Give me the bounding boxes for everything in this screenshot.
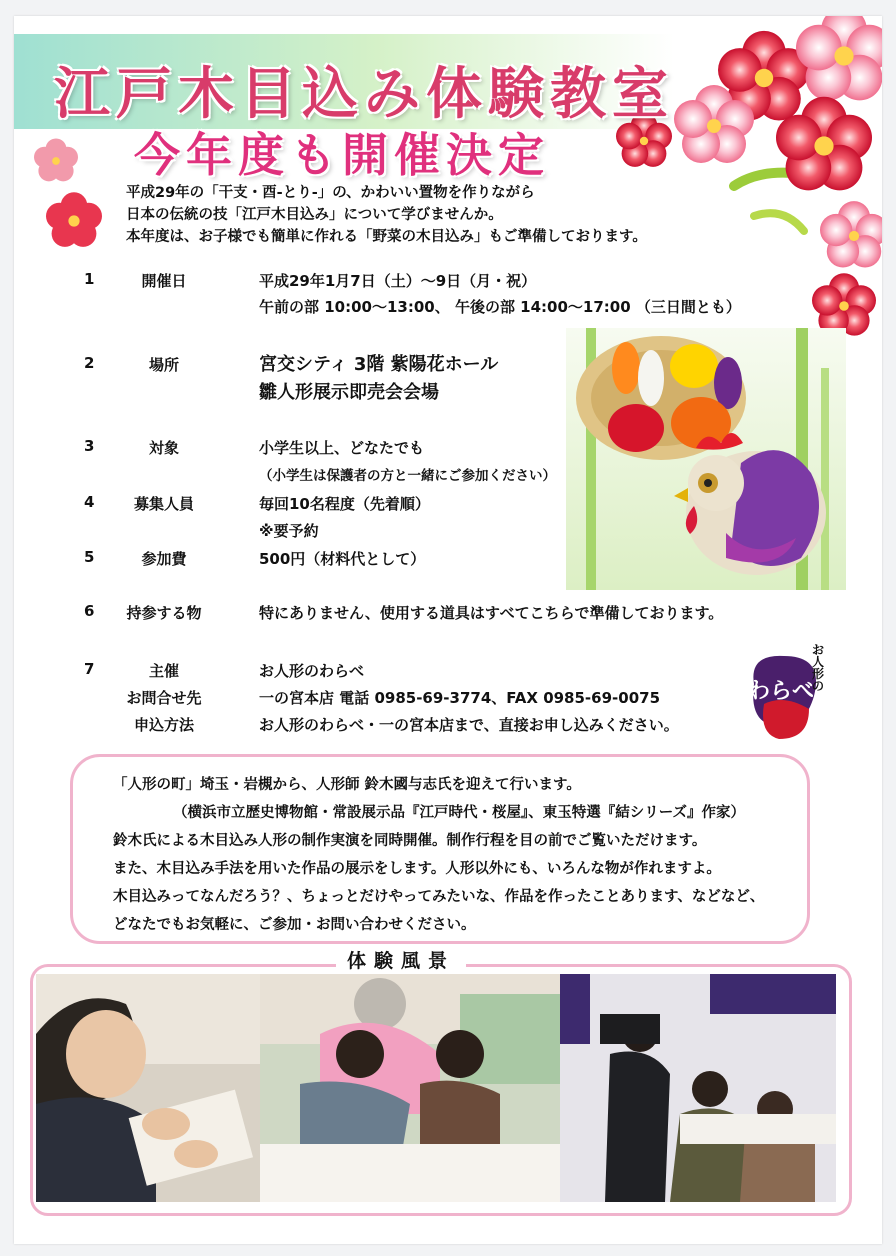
detail-value: 小学生以上、どなたでも [259,439,425,457]
kimekomi-product-photo [566,328,846,590]
detail-value: ※要予約 [259,522,319,540]
scene-photo-3 [560,974,836,1202]
detail-value: 一の宮本店 電話 0985-69-3774、FAX 0985-69-0075 [259,689,661,707]
detail-label: 申込方法 [133,716,194,734]
scene-photo-2 [260,974,560,1202]
plum-blossom-left-icon [26,136,106,256]
notice-line: 鈴木氏による木目込み人形の制作実演を同時開催。制作行程を目の前でご覧いただけます。 [113,833,707,849]
subtitle: 今年度も開催決定 [134,128,550,182]
detail-value: （小学生は保護者の方と一緒にご参加ください） [259,468,556,484]
detail-value: 雛人形展示即売会会場 [259,382,439,403]
detail-label: 持参する物 [126,604,202,622]
detail-number: 5 [84,548,95,566]
detail-label: 参加費 [141,550,187,568]
detail-number: 4 [84,493,95,511]
detail-value: 午前の部 10:00～13:00、 午後の部 14:00～17:00 （三日間とも） [259,298,741,316]
intro-line: 日本の伝統の技「江戸木目込み」について学びませんか。 [126,207,503,223]
intro-text [126,182,647,248]
detail-label: お問合せ先 [126,689,202,707]
detail-number: 2 [84,354,95,372]
notice-line: どなたでもお気軽に、ご参加・お問い合わせください。 [113,917,476,933]
notice-line: 「人形の町」埼玉・岩槻から、人形師 鈴木國与志氏を迎えて行います。 [113,777,581,793]
detail-value: 500円（材料代として） [259,550,426,568]
scene-heading: 体験風景 [336,946,466,973]
detail-value: 宮交シティ 3階 紫陽花ホール [259,354,499,375]
detail-label: 主催 [148,662,179,680]
warabe-logo [734,644,838,748]
detail-label: 場所 [148,356,179,374]
detail-value: 平成29年1月7日（土）～9日（月・祝） [259,272,537,290]
notice-line: また、木目込み手法を用いた作品の展示をします。人形以外にも、いろんな物が作れますよ。 [113,861,721,877]
detail-number: 7 [84,660,95,678]
detail-number: 3 [84,437,95,455]
intro-line: 平成29年の「干支・酉-とり-」の、かわいい置物を作りながら [126,185,535,201]
detail-value: 特にありません、使用する道具はすべてこちらで準備しております。 [259,604,724,622]
detail-number: 6 [84,602,95,620]
notice-line: 木目込みってなんだろう？、ちょっとだけやってみたいな、作品を作ったことあります、などなど、 [113,889,765,905]
detail-label: 開催日 [141,272,187,290]
notice-line: （横浜市立歴史博物館・常設展示品『江戸時代・桜屋』、東玉特選『結シリーズ』作家） [173,805,746,821]
logo-big-text: わらべ [748,678,815,704]
detail-number: 1 [84,270,95,288]
scene-photo-1 [36,974,260,1202]
detail-label: 募集人員 [133,495,194,513]
notice-box [70,754,810,944]
flyer-page [14,16,882,1244]
detail-value: お人形のわらべ [259,662,365,680]
detail-value: 毎回10名程度（先着順） [259,495,430,513]
intro-line: 本年度は、お子様でも簡単に作れる「野菜の木目込み」もご準備しております。 [126,229,647,245]
logo-small-text: お人形の [812,643,825,693]
detail-value: お人形のわらべ・一の宮本店まで、直接お申し込みください。 [259,716,679,734]
detail-label: 対象 [148,439,179,457]
main-title: 江戸木目込み体験教室 [54,61,674,127]
